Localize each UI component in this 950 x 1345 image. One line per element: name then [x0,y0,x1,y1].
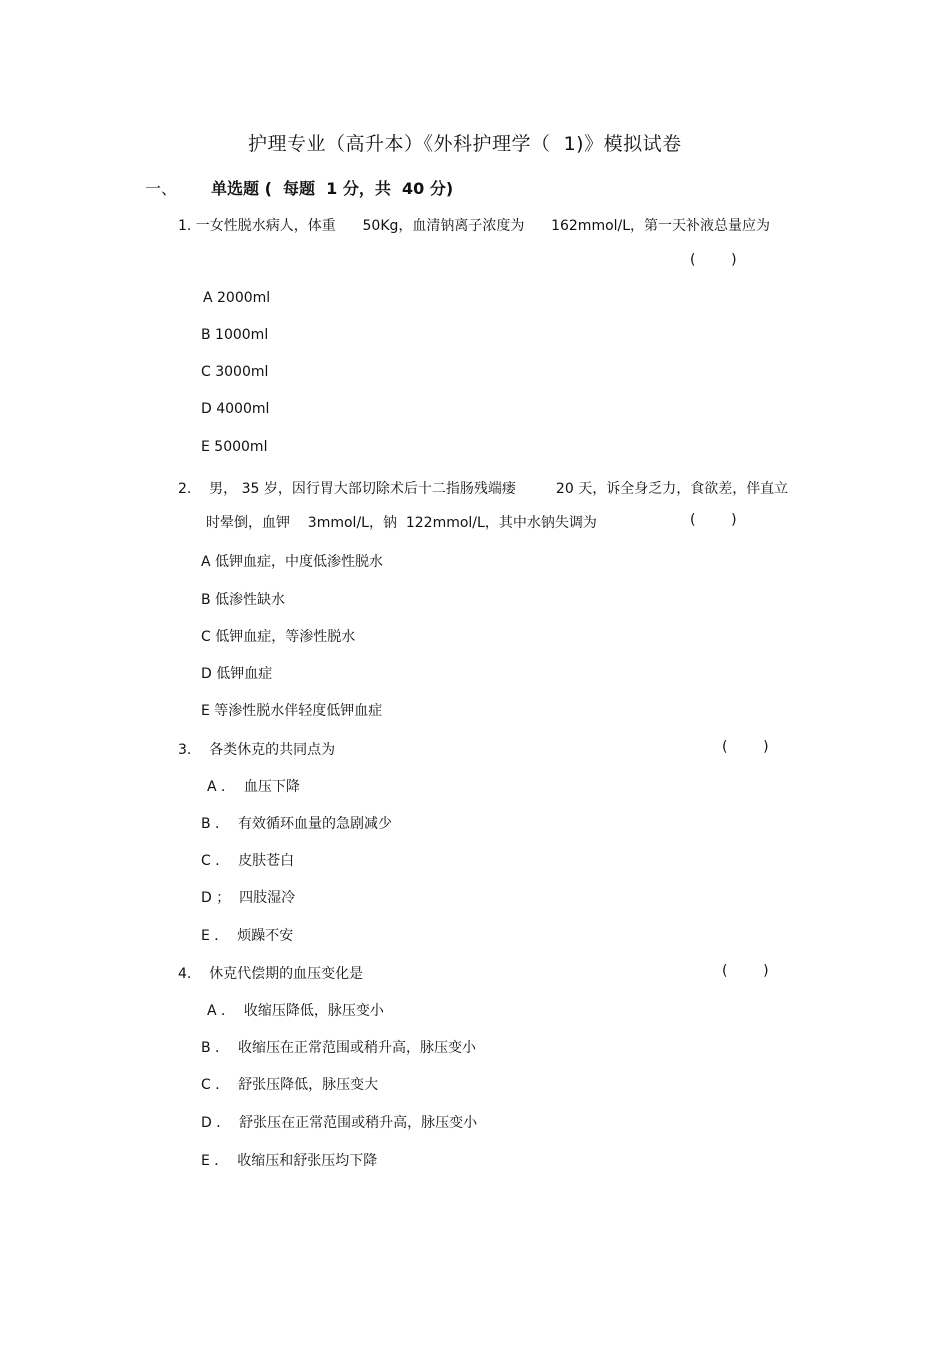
section-heading: 单选题 ( 每题 1 分，共 40 分) [211,179,454,198]
option-b: B 低渗性缺水 [201,592,286,608]
option-d: D ； 四肢湿冷 [201,890,296,906]
question-text: 3. 各类休克的共同点为 [178,742,336,758]
answer-bracket: ( ) [722,963,769,979]
option-c: C ． 舒张压降低，脉压变大 [201,1077,379,1093]
answer-bracket: ( ) [690,252,737,268]
option-d: D 低钾血症 [201,666,273,682]
option-b: B ． 收缩压在正常范围或稍升高，脉压变小 [201,1040,476,1056]
option-c: C 低钾血症，等渗性脱水 [201,629,356,645]
page-title: 护理专业（高升本）《外科护理学（ 1)》模拟试卷 [248,133,682,155]
option-c: C 3000ml [201,364,269,380]
option-b: B ． 有效循环血量的急剧减少 [201,816,392,832]
option-e: E ． 烦躁不安 [201,928,294,944]
answer-bracket: ( ) [690,512,737,528]
answer-bracket: ( ) [722,739,769,755]
question-text: 1. 一女性脱水病人，体重 50Kg，血清钠离子浓度为 162mmol/L，第一天补液总量应为 [178,218,771,234]
option-a: A ． 收缩压降低，脉压变小 [207,1003,384,1019]
section-number: 一、 [145,179,178,198]
option-d: D ． 舒张压在正常范围或稍升高，脉压变小 [201,1115,478,1131]
question-text-line2: 时晕倒，血钾 3mmol/L，钠 122mmol/L，其中水钠失调为 [206,515,597,531]
option-e: E ． 收缩压和舒张压均下降 [201,1153,378,1169]
option-c: C ． 皮肤苍白 [201,853,295,869]
option-d: D 4000ml [201,401,270,417]
option-b: B 1000ml [201,327,269,343]
option-e: E 等渗性脱水伴轻度低钾血症 [201,703,383,719]
option-a: A 2000ml [203,290,271,306]
question-text: 2. 男， 35 岁，因行胃大部切除术后十二指肠残端瘘 20 天，诉全身乏力，食欲差，伴直立 [178,481,789,497]
option-e: E 5000ml [201,439,268,455]
question-text: 4. 休克代偿期的血压变化是 [178,966,364,982]
option-a: A ． 血压下降 [207,779,300,795]
option-a: A 低钾血症，中度低渗性脱水 [201,554,384,570]
